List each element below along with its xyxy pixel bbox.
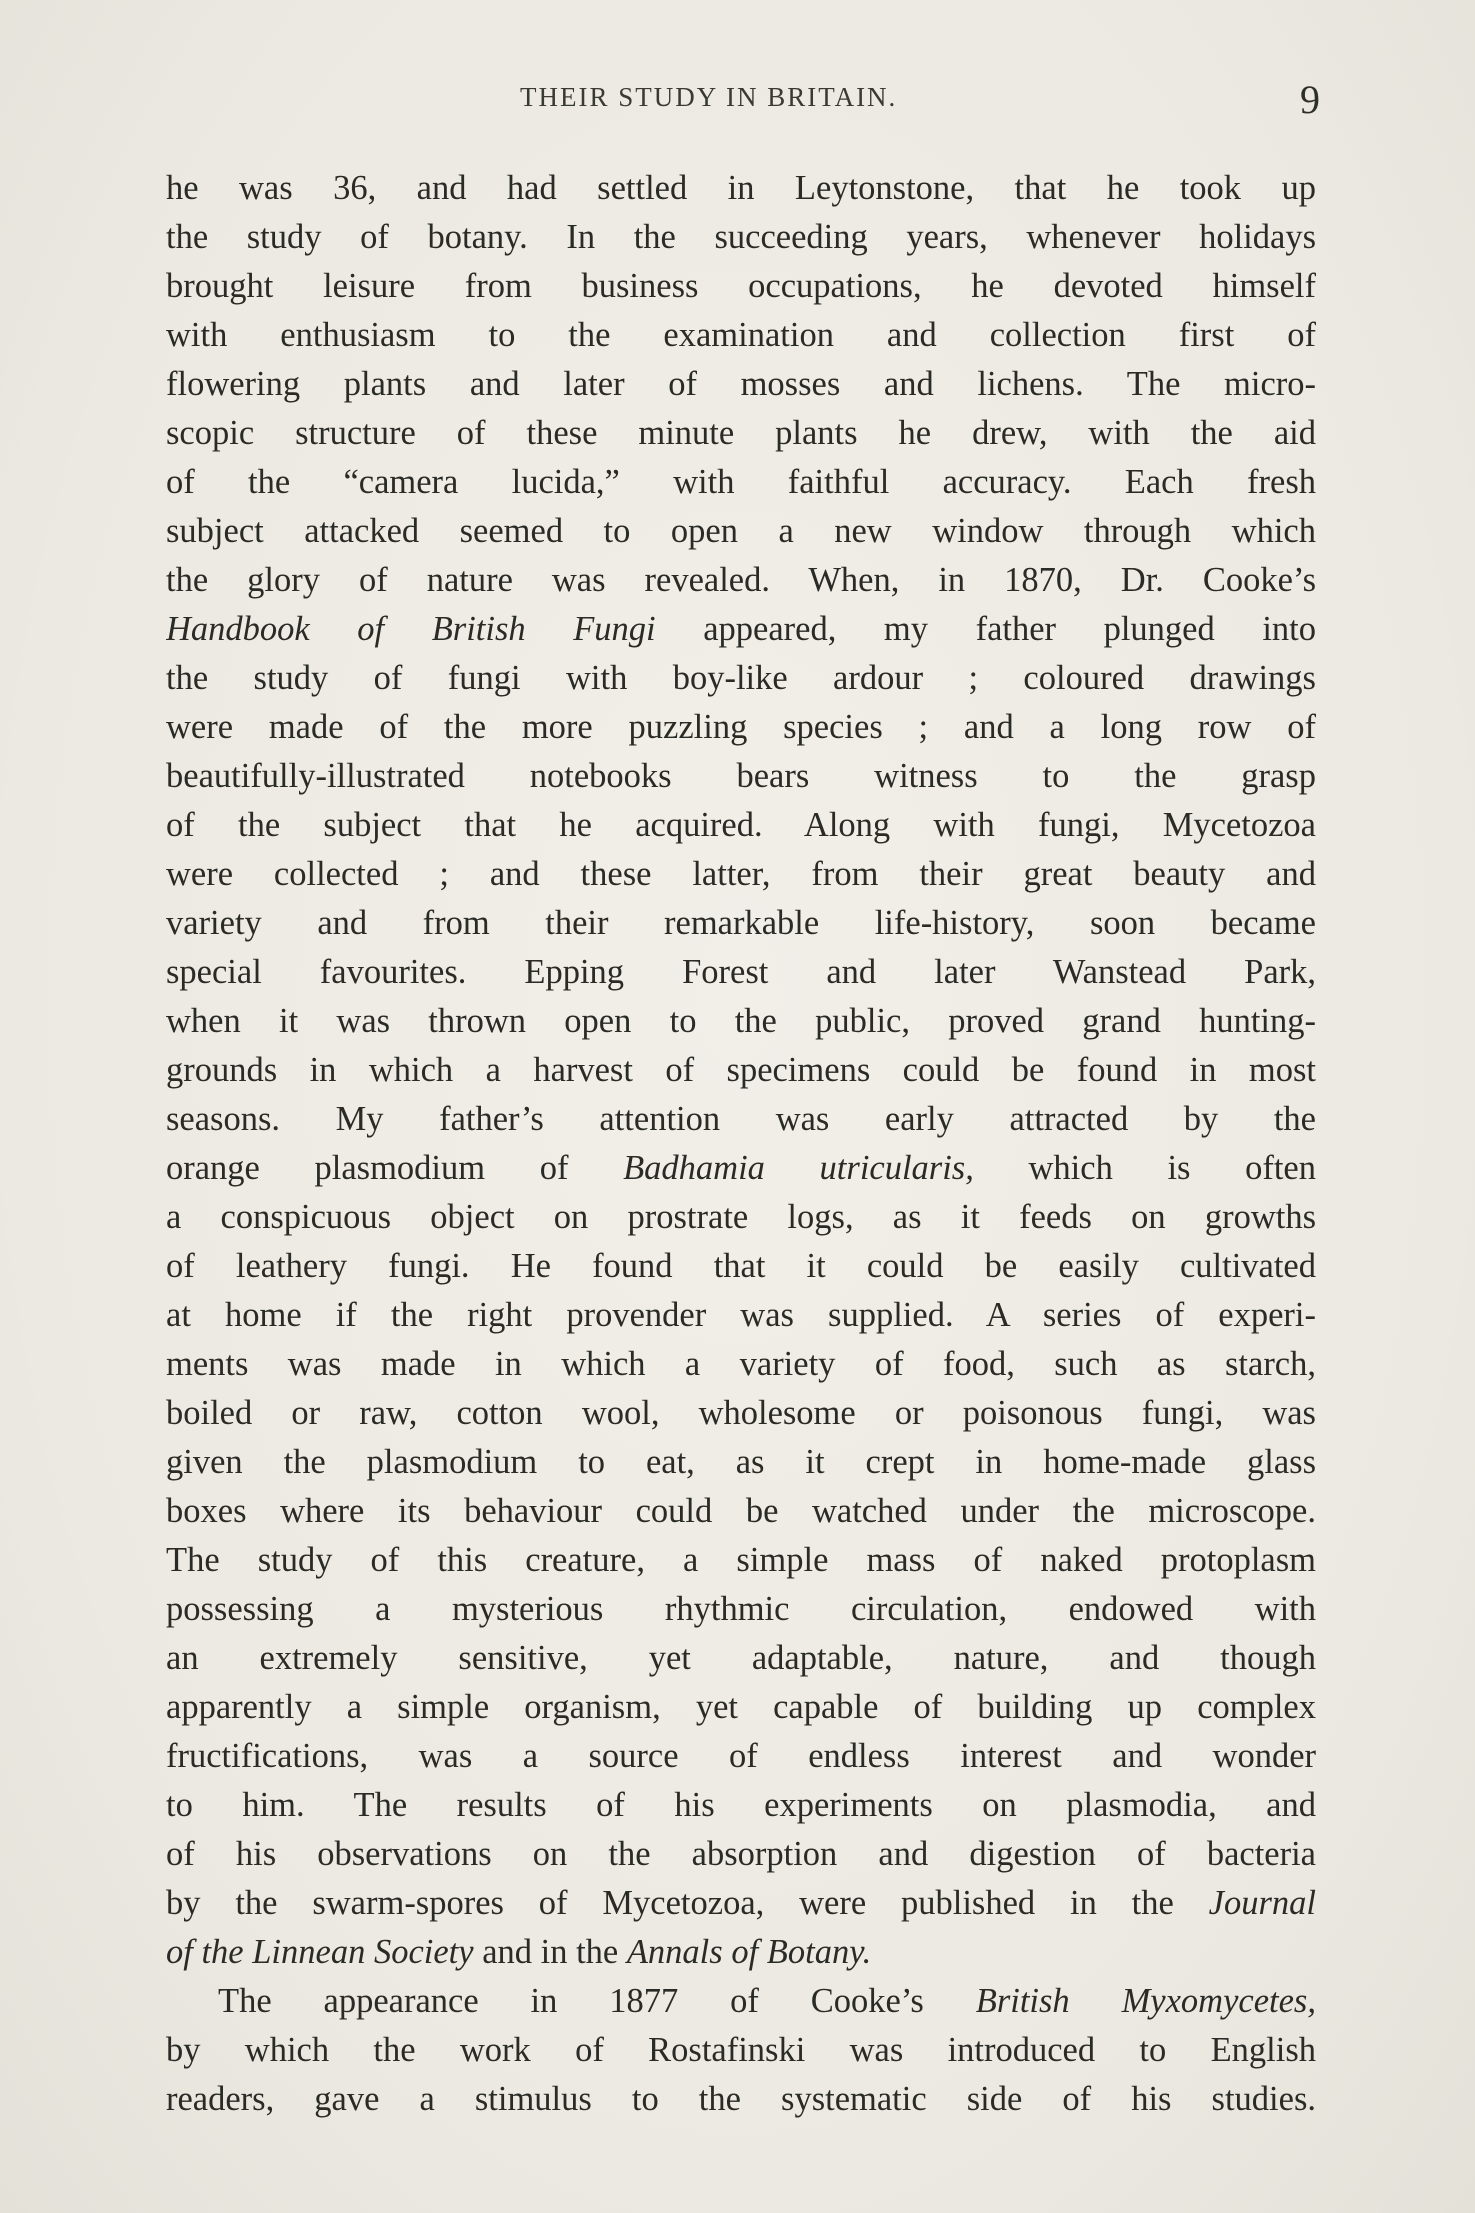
italic-text: Handbook of British Fungi [166,610,656,648]
text-segment: he was 36, and had settled in Leytonstone, that he took up [166,169,1316,207]
text-line [166,1830,1316,1879]
text-segment: the study of botany. In the succeeding years, whenever holidays [166,218,1316,256]
text-segment: appeared, my father plunged into [655,610,1316,648]
text-line [166,262,1316,311]
text-line [166,311,1316,360]
text-segment: a conspicuous object on prostrate logs, as it feeds on growths [166,1198,1316,1236]
text-line [166,850,1316,899]
text-segment: by the swarm-spores of Mycetozoa, were published in the [166,1884,1209,1922]
text-line [166,605,1316,654]
text-line [166,948,1316,997]
text-line [166,703,1316,752]
text-line [166,213,1316,262]
page-number: 9 [1300,77,1320,122]
text-segment: grounds in which a harvest of specimens could be found in most [166,1051,1316,1089]
text-segment: readers, gave a stimulus to the systematic side of his studies. [166,2080,1316,2118]
text-line [166,899,1316,948]
text-line [166,1928,1316,1977]
text-segment: given the plasmodium to eat, as it crept in home-made glass [166,1443,1316,1481]
body-text [166,164,1316,2124]
text-segment: and in the [473,1933,627,1971]
text-line [166,1095,1316,1144]
text-segment: boiled or raw, cotton wool, wholesome or poisonous fungi, was [166,1394,1316,1432]
running-title: THEIR STUDY IN BRITAIN. [520,82,898,112]
text-line [166,1389,1316,1438]
text-segment: the study of fungi with boy-like ardour ; coloured drawings [166,659,1316,697]
text-segment: possessing a mysterious rhythmic circulation, endowed with [166,1590,1316,1628]
text-segment: which is often [973,1149,1316,1187]
text-line [166,556,1316,605]
text-line [166,1487,1316,1536]
italic-text: Journal [1208,1884,1316,1922]
text-segment: brought leisure from business occupations, he devoted himself [166,267,1316,305]
italic-text: of the Linnean Society [166,1933,474,1971]
text-line [166,1193,1316,1242]
text-segment: of the subject that he acquired. Along with fungi, Mycetozoa [166,806,1316,844]
text-line [166,654,1316,703]
text-segment: were collected ; and these latter, from their great beauty and [166,855,1316,893]
text-line [166,1683,1316,1732]
text-line [166,1732,1316,1781]
text-line [166,164,1316,213]
text-segment: boxes where its behaviour could be watched under the microscope. [166,1492,1316,1530]
italic-text: Badhamia utricularis, [623,1149,974,1187]
text-line [166,1438,1316,1487]
text-line [166,2026,1316,2075]
text-segment: of the “camera lucida,” with faithful accuracy. Each fresh [166,463,1316,501]
text-segment: of his observations on the absorption and digestion of bacteria [166,1835,1316,1873]
text-line [166,1977,1316,2026]
text-line [166,409,1316,458]
text-segment: the glory of nature was revealed. When, in 1870, Dr. Cooke’s [166,561,1316,599]
text-line [166,1291,1316,1340]
text-segment: at home if the right provender was supplied. A series of experi- [166,1296,1316,1334]
text-segment: by which the work of Rostafinski was introduced to English [166,2031,1316,2069]
text-segment: orange plasmodium of [166,1149,624,1187]
text-segment: The appearance in 1877 of Cooke’s [218,1982,976,2020]
text-line [166,752,1316,801]
text-segment: ments was made in which a variety of food, such as starch, [166,1345,1316,1383]
text-segment: subject attacked seemed to open a new window through which [166,512,1316,550]
text-segment: to him. The results of his experiments on plasmodia, and [166,1786,1316,1824]
text-line [166,1879,1316,1928]
text-line [166,458,1316,507]
text-segment: beautifully-illustrated notebooks bears witness to the grasp [166,757,1316,795]
text-segment: apparently a simple organism, yet capable of building up complex [166,1688,1316,1726]
text-segment: were made of the more puzzling species ; and a long row of [166,708,1316,746]
italic-text: British Myxomycetes, [975,1982,1316,2020]
text-segment: with enthusiasm to the examination and collection first of [166,316,1316,354]
text-line [166,1340,1316,1389]
text-segment: The study of this creature, a simple mass of naked protoplasm [166,1541,1316,1579]
text-segment: seasons. My father’s attention was early attracted by the [166,1100,1316,1138]
italic-text: Annals of Botany. [626,1933,872,1971]
text-segment: of leathery fungi. He found that it could be easily cultivated [166,1247,1316,1285]
text-line [166,360,1316,409]
text-line [166,997,1316,1046]
text-line [166,1144,1316,1193]
text-segment: when it was thrown open to the public, proved grand hunting- [166,1002,1316,1040]
text-line [166,1585,1316,1634]
text-line [166,507,1316,556]
text-segment: flowering plants and later of mosses and lichens. The micro- [166,365,1316,403]
text-line [166,1242,1316,1291]
text-segment: fructifications, was a source of endless interest and wonder [166,1737,1316,1775]
text-segment: special favourites. Epping Forest and later Wanstead Park, [166,953,1316,991]
text-line [166,1634,1316,1683]
text-line [166,1781,1316,1830]
text-segment: variety and from their remarkable life-history, soon became [166,904,1316,942]
text-line [166,801,1316,850]
text-line [166,1536,1316,1585]
text-segment: scopic structure of these minute plants he drew, with the aid [166,414,1316,452]
text-line [166,2075,1316,2124]
text-line [166,1046,1316,1095]
text-segment: an extremely sensitive, yet adaptable, nature, and though [166,1639,1316,1677]
